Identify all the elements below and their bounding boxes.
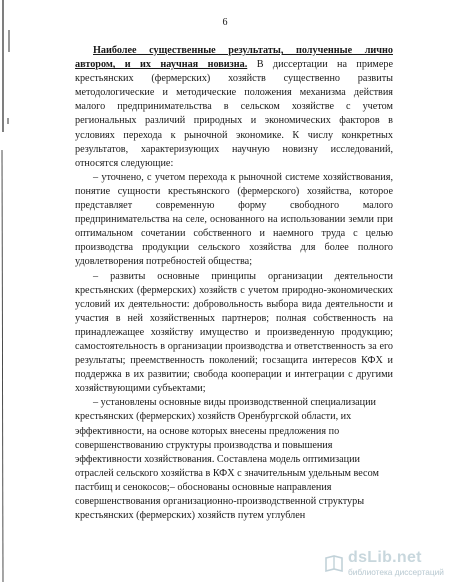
page-number: 6 xyxy=(222,17,228,28)
watermark-subtitle: библиотека диссертаций xyxy=(348,567,444,577)
result-item-2: – развиты основные принципы организации деятельности крестьянских (фермерских) хозяйств с учетом природно-экономических условий их деятельности: добровольность выбора вида деятельности и участия в ней хозяйственных партнеров; полная собственность на принадлежащее хозяйству имущество и произведенную продукцию; самостоятельность в организации производства и ответственность за его результаты; преемственность поколений; госзащита интересов КФХ и поддержка в их развитии; свобода кооперации и интеграции с другими хозяйствующими субъектами; xyxy=(75,270,393,395)
intro-text: В диссертации на примере крестьянских (фермерских) хозяйств существенно развиты методологические и методические положения механизма действия малого предпринимательства в сельском хозяйстве с учетом региональных различий природных и экономических факторов в условиях перехода к рыночной экономике. К числу конкретных результатов, характеризующих научную новизну исследований, относятся следующие: xyxy=(75,59,394,169)
document-body xyxy=(75,44,393,523)
dslib-logo-icon xyxy=(324,554,344,574)
watermark-brand: dsLib.net xyxy=(348,549,422,566)
result-item-1: – уточнено, с учетом перехода к рыночной системе хозяйствования, понятие сущности крестьянского (фермерского) хозяйства, которое представляет современную форму свободного малого предпринимательства на селе, основанного на использовании земли при оптимальном сочетании собственного и наемного труда с целью производства продукции сельского хозяйства для более полного удовлетворения потребностей общества; xyxy=(75,171,393,268)
scan-edge-marks xyxy=(0,0,20,582)
result-item-3: – установлены основные виды производственной специализации крестьянских (фермерских) хозяйств Оренбургской области, их эффективности, на основе которых внесены предложения по совершенствованию структуры производства и повышения эффективности хозяйствования. Составлена модель оптимизации отраслей сельского хозяйства в КФХ с значительным удельным весом пастбищ и сенокосов;– обоснованы основные направления совершенствования организационно-производственной структуры крестьянских (фермерских) хозяйств путем углублен xyxy=(75,397,379,522)
section-heading: Наиболее существенные результаты, полученные лично автором, и их научная новизна. xyxy=(75,45,393,71)
intro-paragraph xyxy=(75,44,393,171)
watermark xyxy=(324,548,442,578)
